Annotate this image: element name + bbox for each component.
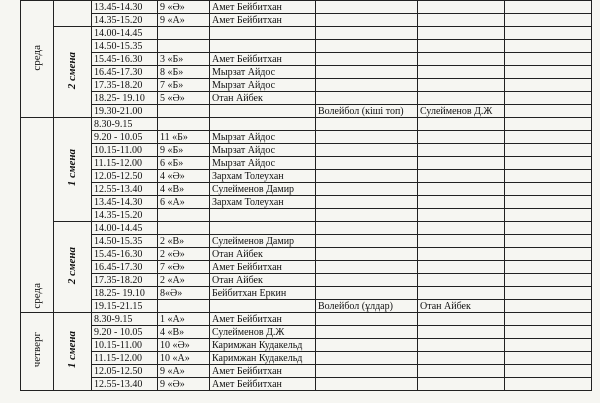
class-cell: 5 «Ә»	[158, 92, 210, 105]
blank-cell	[505, 144, 592, 157]
section-cell	[316, 144, 418, 157]
section-cell	[316, 40, 418, 53]
teacher-cell: Амет Бейбитхан	[210, 53, 316, 66]
table-row	[21, 352, 592, 365]
time-cell: 16.45-17.30	[92, 66, 158, 79]
teacher-cell: Амет Бейбитхан	[210, 378, 316, 391]
class-cell: 9 «Ә»	[158, 1, 210, 14]
section-teacher-cell	[418, 1, 505, 14]
table-row	[21, 1, 592, 14]
section-cell	[316, 326, 418, 339]
table-row	[21, 287, 592, 300]
class-cell: 1 «А»	[158, 313, 210, 326]
teacher-cell: Амет Бейбитхан	[210, 365, 316, 378]
teacher-cell: Мырзат Айдос	[210, 66, 316, 79]
section-teacher-cell	[418, 352, 505, 365]
class-cell: 7 «Ә»	[158, 261, 210, 274]
class-cell: 4 «Ә»	[158, 170, 210, 183]
time-cell: 14.35-15.20	[92, 14, 158, 27]
blank-cell	[505, 352, 592, 365]
section-cell	[316, 66, 418, 79]
teacher-cell: Сулейменов Д.Ж	[210, 326, 316, 339]
shift-label-cell	[54, 222, 92, 313]
section-teacher-cell	[418, 53, 505, 66]
table-row	[21, 261, 592, 274]
time-cell: 17.35-18.20	[92, 79, 158, 92]
class-cell	[158, 40, 210, 53]
section-cell	[316, 157, 418, 170]
teacher-cell: Мырзат Айдос	[210, 79, 316, 92]
class-cell: 8«Ә»	[158, 287, 210, 300]
table-row	[21, 92, 592, 105]
day-label: четверг	[30, 332, 43, 368]
section-cell	[316, 287, 418, 300]
time-cell: 10.15-11.00	[92, 339, 158, 352]
time-cell: 19.15-21.15	[92, 300, 158, 313]
time-cell: 8.30-9.15	[92, 313, 158, 326]
class-cell: 4 «В»	[158, 183, 210, 196]
table-row	[21, 378, 592, 391]
blank-cell	[505, 105, 592, 118]
section-teacher-cell	[418, 131, 505, 144]
table-row	[21, 157, 592, 170]
blank-cell	[505, 170, 592, 183]
teacher-cell: Каримжан Кудакельд	[210, 339, 316, 352]
table-row	[21, 339, 592, 352]
blank-cell	[505, 14, 592, 27]
class-cell: 6 «Б»	[158, 157, 210, 170]
table-row	[21, 27, 592, 40]
shift-label-cell	[54, 1, 92, 27]
class-cell: 4 «В»	[158, 326, 210, 339]
blank-cell	[505, 313, 592, 326]
blank-cell	[505, 92, 592, 105]
section-cell	[316, 1, 418, 14]
class-cell: 10 «Ә»	[158, 339, 210, 352]
teacher-cell: Сулейменов Дамир	[210, 235, 316, 248]
section-teacher-cell	[418, 92, 505, 105]
shift-label-cell	[54, 313, 92, 391]
section-teacher-cell	[418, 222, 505, 235]
section-teacher-cell	[418, 118, 505, 131]
shift-label: 1 смена	[66, 149, 78, 187]
table-row	[21, 365, 592, 378]
time-cell: 14.00-14.45	[92, 222, 158, 235]
section-teacher-cell	[418, 339, 505, 352]
class-cell: 2 «В»	[158, 235, 210, 248]
teacher-cell	[210, 40, 316, 53]
shift-label: 2 смена	[66, 246, 78, 285]
time-cell: 14.50-15.35	[92, 40, 158, 53]
teacher-cell: Отан Айбек	[210, 92, 316, 105]
section-teacher-cell	[418, 14, 505, 27]
table-row	[21, 196, 592, 209]
teacher-cell: Мырзат Айдос	[210, 157, 316, 170]
teacher-cell	[210, 118, 316, 131]
time-cell: 18.25- 19.10	[92, 92, 158, 105]
blank-cell	[505, 261, 592, 274]
section-teacher-cell	[418, 196, 505, 209]
class-cell	[158, 27, 210, 40]
time-cell: 15.45-16.30	[92, 53, 158, 66]
schedule-table	[20, 0, 592, 391]
teacher-cell	[210, 27, 316, 40]
blank-cell	[505, 209, 592, 222]
blank-cell	[505, 287, 592, 300]
time-cell: 19.30-21.00	[92, 105, 158, 118]
section-teacher-cell	[418, 378, 505, 391]
section-cell	[316, 378, 418, 391]
time-cell: 13.45-14.30	[92, 1, 158, 14]
time-cell: 15.45-16.30	[92, 248, 158, 261]
blank-cell	[505, 222, 592, 235]
teacher-cell: Сулейменов Дамир	[210, 183, 316, 196]
blank-cell	[505, 378, 592, 391]
section-cell	[316, 79, 418, 92]
blank-cell	[505, 118, 592, 131]
time-cell: 16.45-17.30	[92, 261, 158, 274]
blank-cell	[505, 1, 592, 14]
class-cell: 9 «Ә»	[158, 378, 210, 391]
teacher-cell	[210, 105, 316, 118]
class-cell	[158, 300, 210, 313]
time-cell: 14.35-15.20	[92, 209, 158, 222]
section-cell	[316, 131, 418, 144]
section-cell	[316, 14, 418, 27]
blank-cell	[505, 196, 592, 209]
section-teacher-cell	[418, 235, 505, 248]
class-cell: 9 «А»	[158, 365, 210, 378]
time-cell: 9.20 - 10.05	[92, 131, 158, 144]
section-cell	[316, 183, 418, 196]
shift-label-cell	[54, 118, 92, 222]
table-row	[21, 66, 592, 79]
teacher-cell	[210, 222, 316, 235]
section-teacher-cell	[418, 79, 505, 92]
table-row	[21, 248, 592, 261]
class-cell: 7 «Б»	[158, 79, 210, 92]
section-teacher-cell	[418, 248, 505, 261]
section-teacher-cell	[418, 287, 505, 300]
section-cell	[316, 196, 418, 209]
section-cell	[316, 53, 418, 66]
day-label-cell	[21, 118, 54, 313]
time-cell: 10.15-11.00	[92, 144, 158, 157]
day-label: среда	[30, 283, 43, 309]
time-cell: 12.55-13.40	[92, 378, 158, 391]
section-cell	[316, 235, 418, 248]
section-cell	[316, 92, 418, 105]
teacher-cell: Каримжан Кудакельд	[210, 352, 316, 365]
section-cell	[316, 339, 418, 352]
section-cell	[316, 261, 418, 274]
teacher-cell: Бейбитхан Еркин	[210, 287, 316, 300]
day-label: среда	[30, 44, 43, 71]
table-row	[21, 209, 592, 222]
teacher-cell: Зархам Толеухан	[210, 196, 316, 209]
section-teacher-cell	[418, 157, 505, 170]
teacher-cell: Амет Бейбитхан	[210, 313, 316, 326]
time-cell: 14.50-15.35	[92, 235, 158, 248]
time-cell: 8.30-9.15	[92, 118, 158, 131]
blank-cell	[505, 27, 592, 40]
class-cell: 9 «Б»	[158, 144, 210, 157]
table-row	[21, 313, 592, 326]
section-teacher-cell	[418, 365, 505, 378]
time-cell: 11.15-12.00	[92, 157, 158, 170]
blank-cell	[505, 235, 592, 248]
blank-cell	[505, 131, 592, 144]
blank-cell	[505, 66, 592, 79]
class-cell: 2 «А»	[158, 274, 210, 287]
section-cell	[316, 313, 418, 326]
class-cell: 3 «Б»	[158, 53, 210, 66]
table-row	[21, 170, 592, 183]
class-cell: 8 «Б»	[158, 66, 210, 79]
section-cell: Волейбол (ұлдар)	[316, 300, 418, 313]
table-row	[21, 183, 592, 196]
table-row	[21, 131, 592, 144]
section-cell	[316, 209, 418, 222]
blank-cell	[505, 157, 592, 170]
section-cell: Волейбол (кіші топ)	[316, 105, 418, 118]
blank-cell	[505, 248, 592, 261]
class-cell	[158, 209, 210, 222]
teacher-cell	[210, 300, 316, 313]
teacher-cell: Амет Бейбитхан	[210, 1, 316, 14]
table-row	[21, 79, 592, 92]
table-row	[21, 222, 592, 235]
blank-cell	[505, 300, 592, 313]
class-cell	[158, 105, 210, 118]
teacher-cell: Отан Айбек	[210, 248, 316, 261]
blank-cell	[505, 79, 592, 92]
shift-label-cell	[54, 27, 92, 118]
section-teacher-cell: Сулейменов Д.Ж	[418, 105, 505, 118]
blank-cell	[505, 326, 592, 339]
section-cell	[316, 352, 418, 365]
table-row	[21, 40, 592, 53]
section-teacher-cell	[418, 313, 505, 326]
section-cell	[316, 248, 418, 261]
section-cell	[316, 365, 418, 378]
table-row	[21, 118, 592, 131]
blank-cell	[505, 183, 592, 196]
time-cell: 12.05-12.50	[92, 170, 158, 183]
table-row	[21, 144, 592, 157]
section-teacher-cell	[418, 170, 505, 183]
class-cell	[158, 222, 210, 235]
table-row	[21, 14, 592, 27]
section-teacher-cell	[418, 326, 505, 339]
shift-label: 1 смена	[66, 331, 78, 369]
section-cell	[316, 274, 418, 287]
shift-label: 2 смена	[66, 51, 78, 90]
blank-cell	[505, 274, 592, 287]
section-cell	[316, 222, 418, 235]
teacher-cell: Мырзат Айдос	[210, 144, 316, 157]
class-cell: 2 «Ә»	[158, 248, 210, 261]
table-row	[21, 274, 592, 287]
class-cell: 9 «А»	[158, 14, 210, 27]
teacher-cell: Мырзат Айдос	[210, 131, 316, 144]
section-teacher-cell	[418, 66, 505, 79]
day-label-cell	[21, 313, 54, 391]
table-row	[21, 326, 592, 339]
teacher-cell	[210, 209, 316, 222]
section-teacher-cell	[418, 40, 505, 53]
section-cell	[316, 170, 418, 183]
time-cell: 12.55-13.40	[92, 183, 158, 196]
time-cell: 11.15-12.00	[92, 352, 158, 365]
time-cell: 9.20 - 10.05	[92, 326, 158, 339]
section-teacher-cell: Отан Айбек	[418, 300, 505, 313]
section-teacher-cell	[418, 274, 505, 287]
class-cell	[158, 118, 210, 131]
table-row	[21, 300, 592, 313]
section-cell	[316, 118, 418, 131]
section-teacher-cell	[418, 183, 505, 196]
blank-cell	[505, 339, 592, 352]
teacher-cell: Амет Бейбитхан	[210, 14, 316, 27]
section-teacher-cell	[418, 27, 505, 40]
class-cell: 11 «Б»	[158, 131, 210, 144]
teacher-cell: Зархам Толеухан	[210, 170, 316, 183]
class-cell: 10 «А»	[158, 352, 210, 365]
time-cell: 13.45-14.30	[92, 196, 158, 209]
table-row	[21, 105, 592, 118]
day-label-cell	[21, 1, 54, 118]
time-cell: 14.00-14.45	[92, 27, 158, 40]
section-teacher-cell	[418, 209, 505, 222]
teacher-cell: Отан Айбек	[210, 274, 316, 287]
blank-cell	[505, 40, 592, 53]
table-row	[21, 53, 592, 66]
section-teacher-cell	[418, 144, 505, 157]
time-cell: 12.05-12.50	[92, 365, 158, 378]
teacher-cell: Амет Бейбитхан	[210, 261, 316, 274]
blank-cell	[505, 365, 592, 378]
section-teacher-cell	[418, 261, 505, 274]
section-cell	[316, 27, 418, 40]
blank-cell	[505, 53, 592, 66]
table-row	[21, 235, 592, 248]
class-cell: 6 «А»	[158, 196, 210, 209]
time-cell: 18.25- 19.10	[92, 287, 158, 300]
time-cell: 17.35-18.20	[92, 274, 158, 287]
